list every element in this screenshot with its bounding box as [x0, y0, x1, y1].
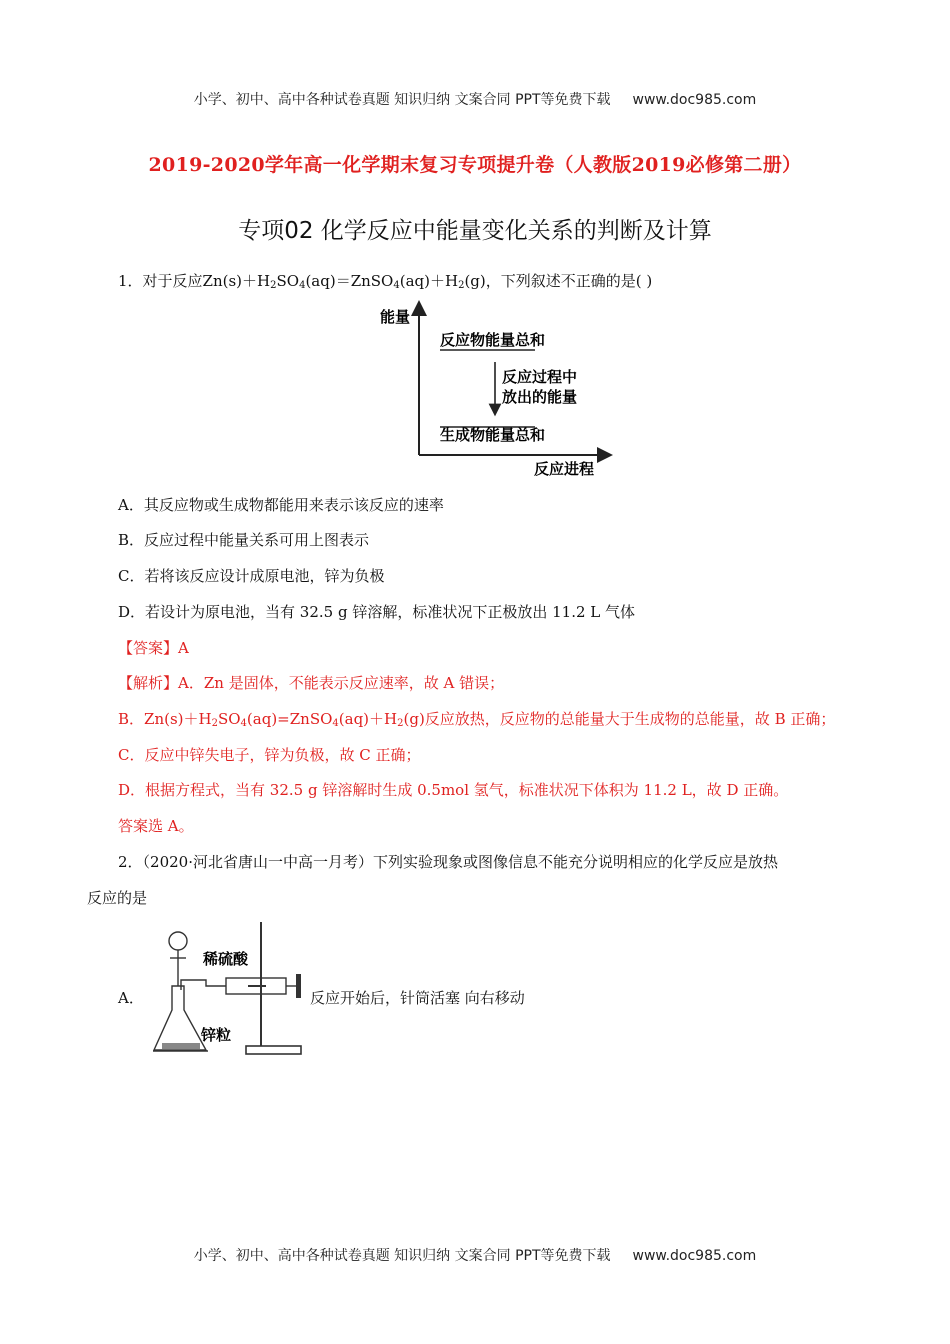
released-label-2: 放出的能量 [502, 388, 578, 406]
zinc-label: 锌粒 [201, 1026, 232, 1044]
analysis-c: C．反应中锌失电子，锌为负极，故 C 正确； [118, 746, 421, 764]
page-footer [0, 1245, 950, 1265]
option-a: A．其反应物或生成物都能用来表示该反应的速率 [118, 496, 444, 514]
question-2-stem-line-2: 反应的是 [87, 889, 148, 907]
acid-label: 稀硫酸 [203, 950, 249, 968]
conclusion: 答案选 A。 [118, 817, 194, 835]
header-text: 小学、初中、高中各种试卷真题 知识归纳 文案合同 PPT等免费下载 [193, 92, 611, 108]
footer-text: 小学、初中、高中各种试卷真题 知识归纳 文案合同 PPT等免费下载 [193, 1248, 611, 1264]
footer-site-link[interactable]: www.doc985.com [632, 1248, 757, 1264]
analysis-a: 【解析】A．Zn 是固体，不能表示反应速率，故 A 错误； [118, 674, 505, 692]
option-b: B．反应过程中能量关系可用上图表示 [118, 531, 370, 549]
apparatus-diagram [148, 918, 308, 1060]
question-2-option-a-letter: A． [118, 989, 144, 1007]
header-site-link[interactable]: www.doc985.com [632, 92, 757, 108]
question-2-option-a-text: 反应开始后，针筒活塞 向右移动 [310, 989, 525, 1007]
question-2-stem-line-1: 2．（2020·河北省唐山一中高一月考）下列实验现象或图像信息不能充分说明相应的化学反应是放热 [118, 853, 778, 871]
funnel-bulb [169, 932, 187, 950]
question-1-stem: 1．对于反应$Zn(s)+H_2SO_4(aq)=ZnSO_4(aq)+H_2(g)$，下列叙述不正确的是( ) [118, 272, 653, 291]
analysis-b: B．$Zn(s)+H_2SO_4(aq)=ZnSO_4(aq)+H_2(g)$反应放热，反应物的总能量大于生成物的总能量，故 B 正确； [118, 710, 836, 729]
analysis-d: D．根据方程式，当有 32.5 g 锌溶解时生成 0.5mol 氢气，标准状况下体积为 11.2 L，故 D 正确。 [118, 781, 789, 799]
option-d: D．若设计为原电池，当有 32.5 g 锌溶解，标准状况下正极放出 11.2 L 气体 [118, 603, 635, 621]
x-axis-label: 反应进程 [534, 460, 595, 478]
option-c: C．若将该反应设计成原电池，锌为负极 [118, 567, 385, 585]
conical-flask [154, 986, 206, 1050]
released-label-1: 反应过程中 [502, 368, 578, 386]
series-title: 2019-2020学年高一化学期末复习专项提升卷（人教版2019必修第二册） [148, 154, 802, 176]
reactant-label: 反应物能量总和 [440, 331, 546, 349]
answer: 【答案】A [118, 639, 189, 657]
zinc-granules [162, 1043, 200, 1049]
topic-title: 专项02 化学反应中能量变化关系的判断及计算 [238, 218, 712, 244]
delivery-tube [181, 980, 226, 990]
page-header [0, 89, 950, 109]
energy-diagram [370, 300, 620, 485]
syringe-plunger-end [296, 974, 301, 998]
y-axis-label: 能量 [380, 308, 411, 326]
product-label: 生成物能量总和 [440, 426, 546, 444]
retort-stand-base [246, 1046, 301, 1054]
